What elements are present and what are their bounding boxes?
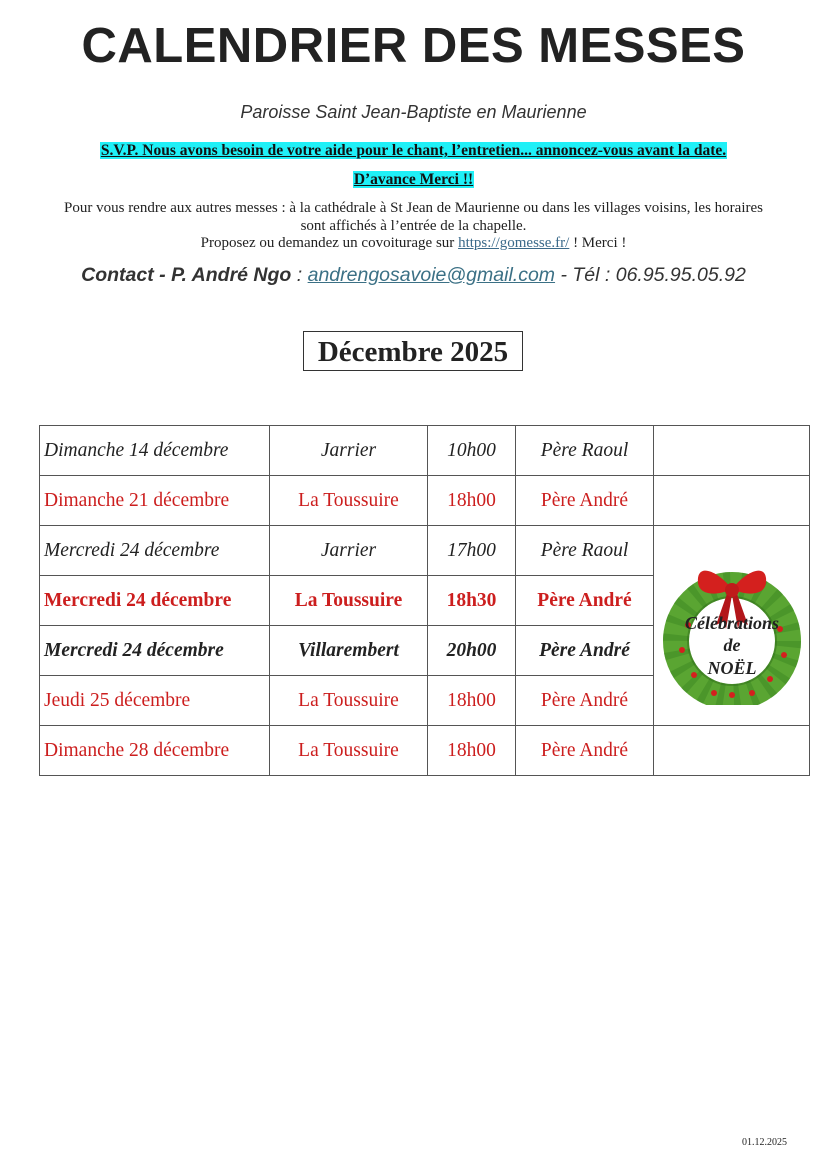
carpool-suffix: ! Merci ! (573, 235, 627, 251)
mass-place: La Toussuire (270, 476, 428, 526)
empty-cell (654, 426, 810, 476)
mass-place: La Toussuire (270, 726, 428, 776)
mass-time: 18h00 (428, 726, 516, 776)
thanks-notice-text: D’avance Merci !! (353, 171, 474, 188)
wreath-text-line1: Célébrations (684, 613, 780, 633)
christmas-wreath-cell (654, 526, 810, 726)
christmas-wreath-icon (658, 555, 806, 705)
mass-priest: Père André (516, 676, 654, 726)
mass-day: Dimanche 14 décembre (40, 426, 270, 476)
other-masses-info (50, 200, 777, 253)
mass-place: La Toussuire (270, 676, 428, 726)
mass-priest: Père André (516, 626, 654, 676)
contact-label: Contact - P. André Ngo (81, 264, 292, 286)
contact-line (0, 264, 827, 287)
mass-place: Jarrier (270, 426, 428, 476)
month-heading: Décembre 2025 (303, 331, 523, 371)
contact-email-link[interactable]: andrengosavoie@gmail.com (307, 264, 556, 286)
mass-day: Jeudi 25 décembre (40, 676, 270, 726)
table-row (40, 526, 810, 576)
wreath-text-line3: NOËL (707, 658, 757, 678)
page-title: CALENDRIER DES MESSES (81, 19, 746, 73)
help-notice-text: S.V.P. Nous avons besoin de votre aide pour le chant, l’entretien... annoncez-vous avant la date. (100, 142, 727, 159)
mass-priest: Père André (516, 476, 654, 526)
wreath-text-line2: de (723, 635, 741, 655)
mass-place: Villarembert (270, 626, 428, 676)
footer-date: 01.12.2025 (742, 1137, 787, 1148)
mass-time: 17h00 (428, 526, 516, 576)
table-row (40, 476, 810, 526)
contact-phone: - Tél : 06.95.95.05.92 (560, 264, 746, 286)
mass-day: Dimanche 21 décembre (40, 476, 270, 526)
mass-day: Dimanche 28 décembre (40, 726, 270, 776)
mass-time: 20h00 (428, 626, 516, 676)
mass-time: 18h00 (428, 676, 516, 726)
table-row (40, 426, 810, 476)
mass-place: La Toussuire (270, 576, 428, 626)
empty-cell (654, 476, 810, 526)
mass-place: Jarrier (270, 526, 428, 576)
table-row (40, 726, 810, 776)
thanks-notice (0, 171, 827, 189)
parish-name: Paroisse Saint Jean-Baptiste en Maurienne (240, 102, 587, 122)
help-notice (0, 142, 827, 160)
mass-priest: Père Raoul (516, 426, 654, 476)
carpool-line (50, 235, 777, 253)
mass-schedule-table (39, 425, 810, 776)
mass-priest: Père Raoul (516, 526, 654, 576)
mass-day: Mercredi 24 décembre (40, 526, 270, 576)
gomesse-link[interactable]: https://gomesse.fr/ (458, 235, 570, 251)
carpool-prefix: Proposez ou demandez un covoiturage sur (200, 235, 455, 251)
mass-time: 10h00 (428, 426, 516, 476)
mass-time: 18h30 (428, 576, 516, 626)
mass-priest: Père André (516, 576, 654, 626)
mass-day: Mercredi 24 décembre (40, 576, 270, 626)
empty-cell (654, 726, 810, 776)
mass-priest: Père André (516, 726, 654, 776)
contact-separator: : (296, 264, 303, 286)
other-masses-text: Pour vous rendre aux autres messes : à la cathédrale à St Jean de Maurienne ou dans les villages voisins, les horaires sont affichés à l’entrée de la chapelle. (64, 200, 763, 234)
mass-time: 18h00 (428, 476, 516, 526)
mass-day: Mercredi 24 décembre (40, 626, 270, 676)
